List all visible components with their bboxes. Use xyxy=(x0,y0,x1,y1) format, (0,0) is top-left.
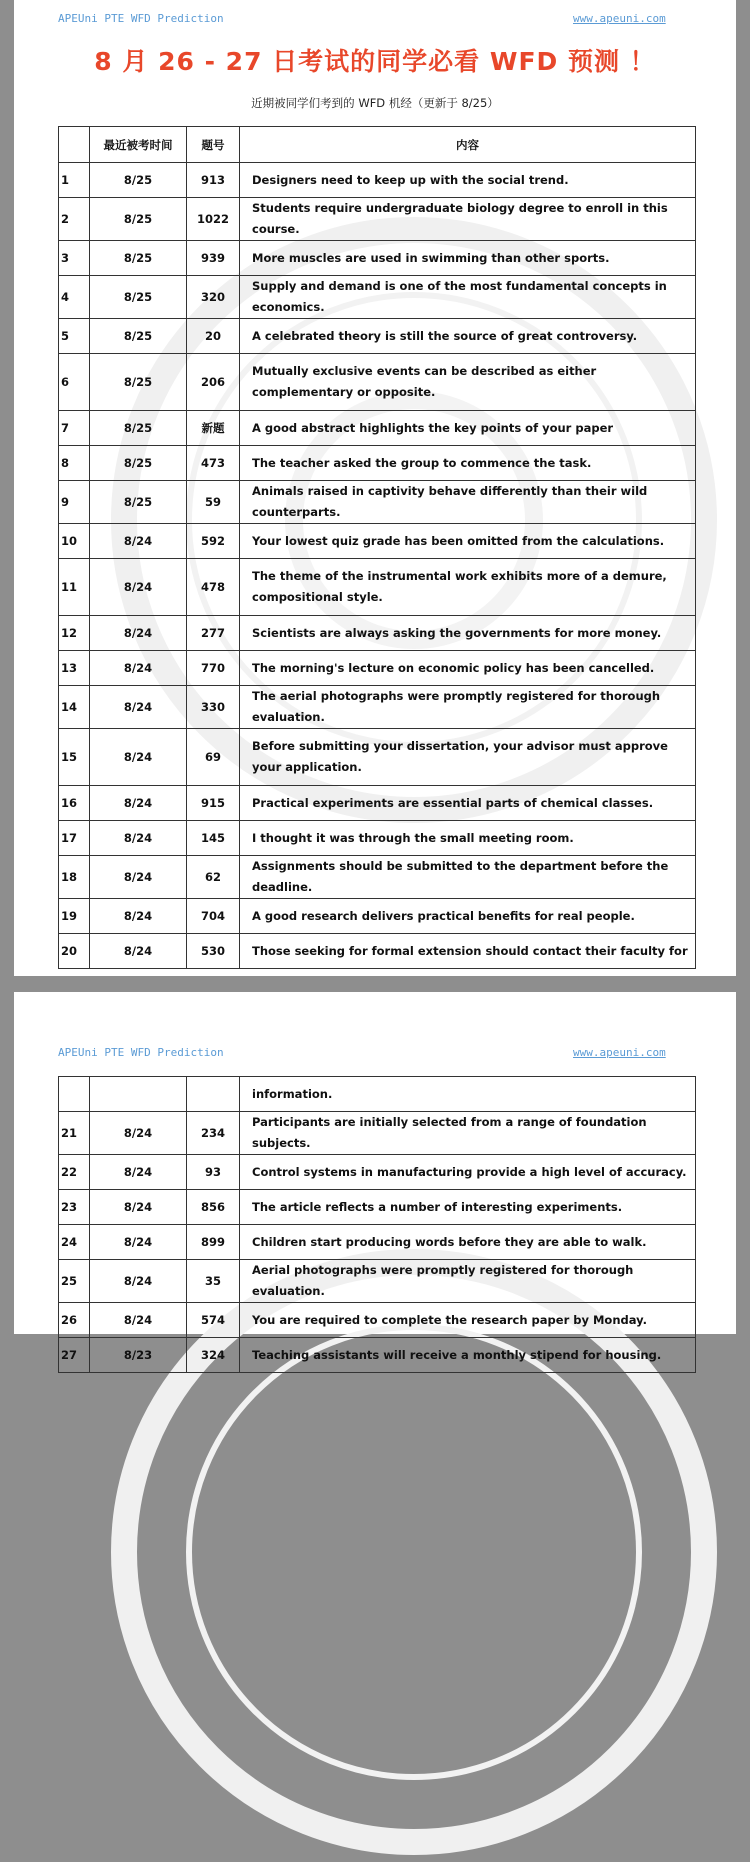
row-date: 8/24 xyxy=(90,821,187,856)
table-row xyxy=(59,411,696,446)
row-number: 23 xyxy=(59,1190,90,1225)
document-page-1 xyxy=(14,0,736,976)
table-row xyxy=(59,354,696,411)
row-date: 8/24 xyxy=(90,1112,187,1155)
row-number: 4 xyxy=(59,276,90,319)
row-date: 8/24 xyxy=(90,1260,187,1303)
row-number: 26 xyxy=(59,1303,90,1338)
document-page-2 xyxy=(14,992,736,1362)
row-question-id: 856 xyxy=(187,1190,240,1225)
row-question-id: 145 xyxy=(187,821,240,856)
table-row xyxy=(59,559,696,616)
column-header-id: 题号 xyxy=(187,127,240,163)
row-number: 27 xyxy=(59,1338,90,1373)
row-date: 8/24 xyxy=(90,524,187,559)
row-date: 8/24 xyxy=(90,856,187,899)
row-content: Before submitting your dissertation, your advisor must approve your application. xyxy=(240,729,696,786)
row-content: You are required to complete the research paper by Monday. xyxy=(240,1303,696,1338)
row-date: 8/24 xyxy=(90,559,187,616)
row-content: A good research delivers practical benefits for real people. xyxy=(240,899,696,934)
row-content: Teaching assistants will receive a monthly stipend for housing. xyxy=(240,1338,696,1373)
row-number: 8 xyxy=(59,446,90,481)
row-date: 8/25 xyxy=(90,446,187,481)
row-content: The theme of the instrumental work exhibits more of a demure, compositional style. xyxy=(240,559,696,616)
table-row xyxy=(59,163,696,198)
table-row xyxy=(59,1303,696,1338)
table-row xyxy=(59,1112,696,1155)
row-content: Mutually exclusive events can be described as either complementary or opposite. xyxy=(240,354,696,411)
column-header-content: 内容 xyxy=(240,127,696,163)
row-number: 21 xyxy=(59,1112,90,1155)
row-number: 12 xyxy=(59,616,90,651)
row-content: Your lowest quiz grade has been omitted from the calculations. xyxy=(240,524,696,559)
row-date: 8/25 xyxy=(90,241,187,276)
table-row xyxy=(59,524,696,559)
row-question-id xyxy=(187,1077,240,1112)
row-number: 7 xyxy=(59,411,90,446)
table-row xyxy=(59,1077,696,1112)
row-number: 9 xyxy=(59,481,90,524)
row-content: Students require undergraduate biology degree to enroll in this course. xyxy=(240,198,696,241)
row-number: 14 xyxy=(59,686,90,729)
table-row xyxy=(59,319,696,354)
row-number: 2 xyxy=(59,198,90,241)
row-content: information. xyxy=(240,1077,696,1112)
row-number: 25 xyxy=(59,1260,90,1303)
row-question-id: 93 xyxy=(187,1155,240,1190)
row-question-id: 59 xyxy=(187,481,240,524)
row-question-id: 277 xyxy=(187,616,240,651)
row-content: Practical experiments are essential parts of chemical classes. xyxy=(240,786,696,821)
row-content: The article reflects a number of interesting experiments. xyxy=(240,1190,696,1225)
row-number: 13 xyxy=(59,651,90,686)
row-date: 8/25 xyxy=(90,276,187,319)
row-content: The aerial photographs were promptly registered for thorough evaluation. xyxy=(240,686,696,729)
row-number: 17 xyxy=(59,821,90,856)
page-title: 8 月 26 - 27 日考试的同学必看 WFD 预测 ！ xyxy=(94,47,656,76)
row-question-id: 913 xyxy=(187,163,240,198)
wfd-table-continued xyxy=(58,1076,696,1373)
row-content: Aerial photographs were promptly registered for thorough evaluation. xyxy=(240,1260,696,1303)
row-number: 20 xyxy=(59,934,90,969)
row-content: Control systems in manufacturing provide a high level of accuracy. xyxy=(240,1155,696,1190)
header-website-link[interactable]: www.apeuni.com xyxy=(573,12,666,25)
row-content: Participants are initially selected from a range of foundation subjects. xyxy=(240,1112,696,1155)
row-question-id: 320 xyxy=(187,276,240,319)
row-content: Scientists are always asking the governments for more money. xyxy=(240,616,696,651)
row-question-id: 62 xyxy=(187,856,240,899)
row-question-id: 478 xyxy=(187,559,240,616)
row-question-id: 324 xyxy=(187,1338,240,1373)
row-content: Supply and demand is one of the most fundamental concepts in economics. xyxy=(240,276,696,319)
table-row xyxy=(59,481,696,524)
row-number xyxy=(59,1077,90,1112)
table-row xyxy=(59,198,696,241)
table-row xyxy=(59,856,696,899)
row-question-id: 939 xyxy=(187,241,240,276)
row-number: 22 xyxy=(59,1155,90,1190)
row-number: 10 xyxy=(59,524,90,559)
table-row xyxy=(59,899,696,934)
row-question-id: 1022 xyxy=(187,198,240,241)
table-row xyxy=(59,1338,696,1373)
header-brand-text: APEUni PTE WFD Prediction xyxy=(58,12,224,25)
table-row xyxy=(59,729,696,786)
row-date: 8/25 xyxy=(90,481,187,524)
row-date: 8/23 xyxy=(90,1338,187,1373)
row-date: 8/24 xyxy=(90,1190,187,1225)
row-date: 8/24 xyxy=(90,651,187,686)
row-content: A good abstract highlights the key points of your paper xyxy=(240,411,696,446)
table-row xyxy=(59,686,696,729)
row-number: 3 xyxy=(59,241,90,276)
row-content: The morning's lecture on economic policy has been cancelled. xyxy=(240,651,696,686)
row-question-id: 574 xyxy=(187,1303,240,1338)
header-brand-text: APEUni PTE WFD Prediction xyxy=(58,1046,224,1059)
column-header-index xyxy=(59,127,90,163)
table-row xyxy=(59,821,696,856)
row-content: A celebrated theory is still the source of great controversy. xyxy=(240,319,696,354)
row-date: 8/24 xyxy=(90,729,187,786)
row-date: 8/25 xyxy=(90,198,187,241)
row-number: 1 xyxy=(59,163,90,198)
table-row xyxy=(59,1225,696,1260)
table-row xyxy=(59,1155,696,1190)
row-content: Children start producing words before they are able to walk. xyxy=(240,1225,696,1260)
row-content: I thought it was through the small meeting room. xyxy=(240,821,696,856)
row-content: Those seeking for formal extension should contact their faculty for xyxy=(240,934,696,969)
table-row xyxy=(59,1260,696,1303)
table-row xyxy=(59,446,696,481)
row-number: 24 xyxy=(59,1225,90,1260)
row-date: 8/25 xyxy=(90,354,187,411)
table-row xyxy=(59,934,696,969)
wfd-table xyxy=(58,126,696,969)
row-question-id: 35 xyxy=(187,1260,240,1303)
row-question-id: 915 xyxy=(187,786,240,821)
row-question-id: 473 xyxy=(187,446,240,481)
table-row xyxy=(59,276,696,319)
row-question-id: 592 xyxy=(187,524,240,559)
table-row xyxy=(59,651,696,686)
row-content: Designers need to keep up with the social trend. xyxy=(240,163,696,198)
row-content: Animals raised in captivity behave differently than their wild counterparts. xyxy=(240,481,696,524)
table-row xyxy=(59,616,696,651)
table-header-row xyxy=(59,127,696,163)
row-date: 8/24 xyxy=(90,616,187,651)
row-question-id: 330 xyxy=(187,686,240,729)
row-question-id: 899 xyxy=(187,1225,240,1260)
row-date: 8/24 xyxy=(90,786,187,821)
row-date: 8/25 xyxy=(90,411,187,446)
header-website-link[interactable]: www.apeuni.com xyxy=(573,1046,666,1059)
row-number: 11 xyxy=(59,559,90,616)
row-number: 5 xyxy=(59,319,90,354)
row-content: More muscles are used in swimming than other sports. xyxy=(240,241,696,276)
row-number: 15 xyxy=(59,729,90,786)
row-date: 8/24 xyxy=(90,1225,187,1260)
row-date: 8/24 xyxy=(90,686,187,729)
row-question-id: 新题 xyxy=(187,411,240,446)
column-header-date: 最近被考时间 xyxy=(90,127,187,163)
row-question-id: 704 xyxy=(187,899,240,934)
row-date: 8/25 xyxy=(90,319,187,354)
row-number: 19 xyxy=(59,899,90,934)
row-number: 18 xyxy=(59,856,90,899)
row-date: 8/24 xyxy=(90,1303,187,1338)
row-date: 8/24 xyxy=(90,1155,187,1190)
row-content: Assignments should be submitted to the department before the deadline. xyxy=(240,856,696,899)
table-row xyxy=(59,1190,696,1225)
row-content: The teacher asked the group to commence the task. xyxy=(240,446,696,481)
row-question-id: 20 xyxy=(187,319,240,354)
row-date: 8/25 xyxy=(90,163,187,198)
row-question-id: 770 xyxy=(187,651,240,686)
table-row xyxy=(59,786,696,821)
row-question-id: 206 xyxy=(187,354,240,411)
row-question-id: 69 xyxy=(187,729,240,786)
row-question-id: 234 xyxy=(187,1112,240,1155)
row-date: 8/24 xyxy=(90,899,187,934)
table-row xyxy=(59,241,696,276)
row-question-id: 530 xyxy=(187,934,240,969)
row-date xyxy=(90,1077,187,1112)
row-number: 6 xyxy=(59,354,90,411)
page-subtitle: 近期被同学们考到的 WFD 机经（更新于 8/25） xyxy=(251,96,499,110)
row-number: 16 xyxy=(59,786,90,821)
row-date: 8/24 xyxy=(90,934,187,969)
